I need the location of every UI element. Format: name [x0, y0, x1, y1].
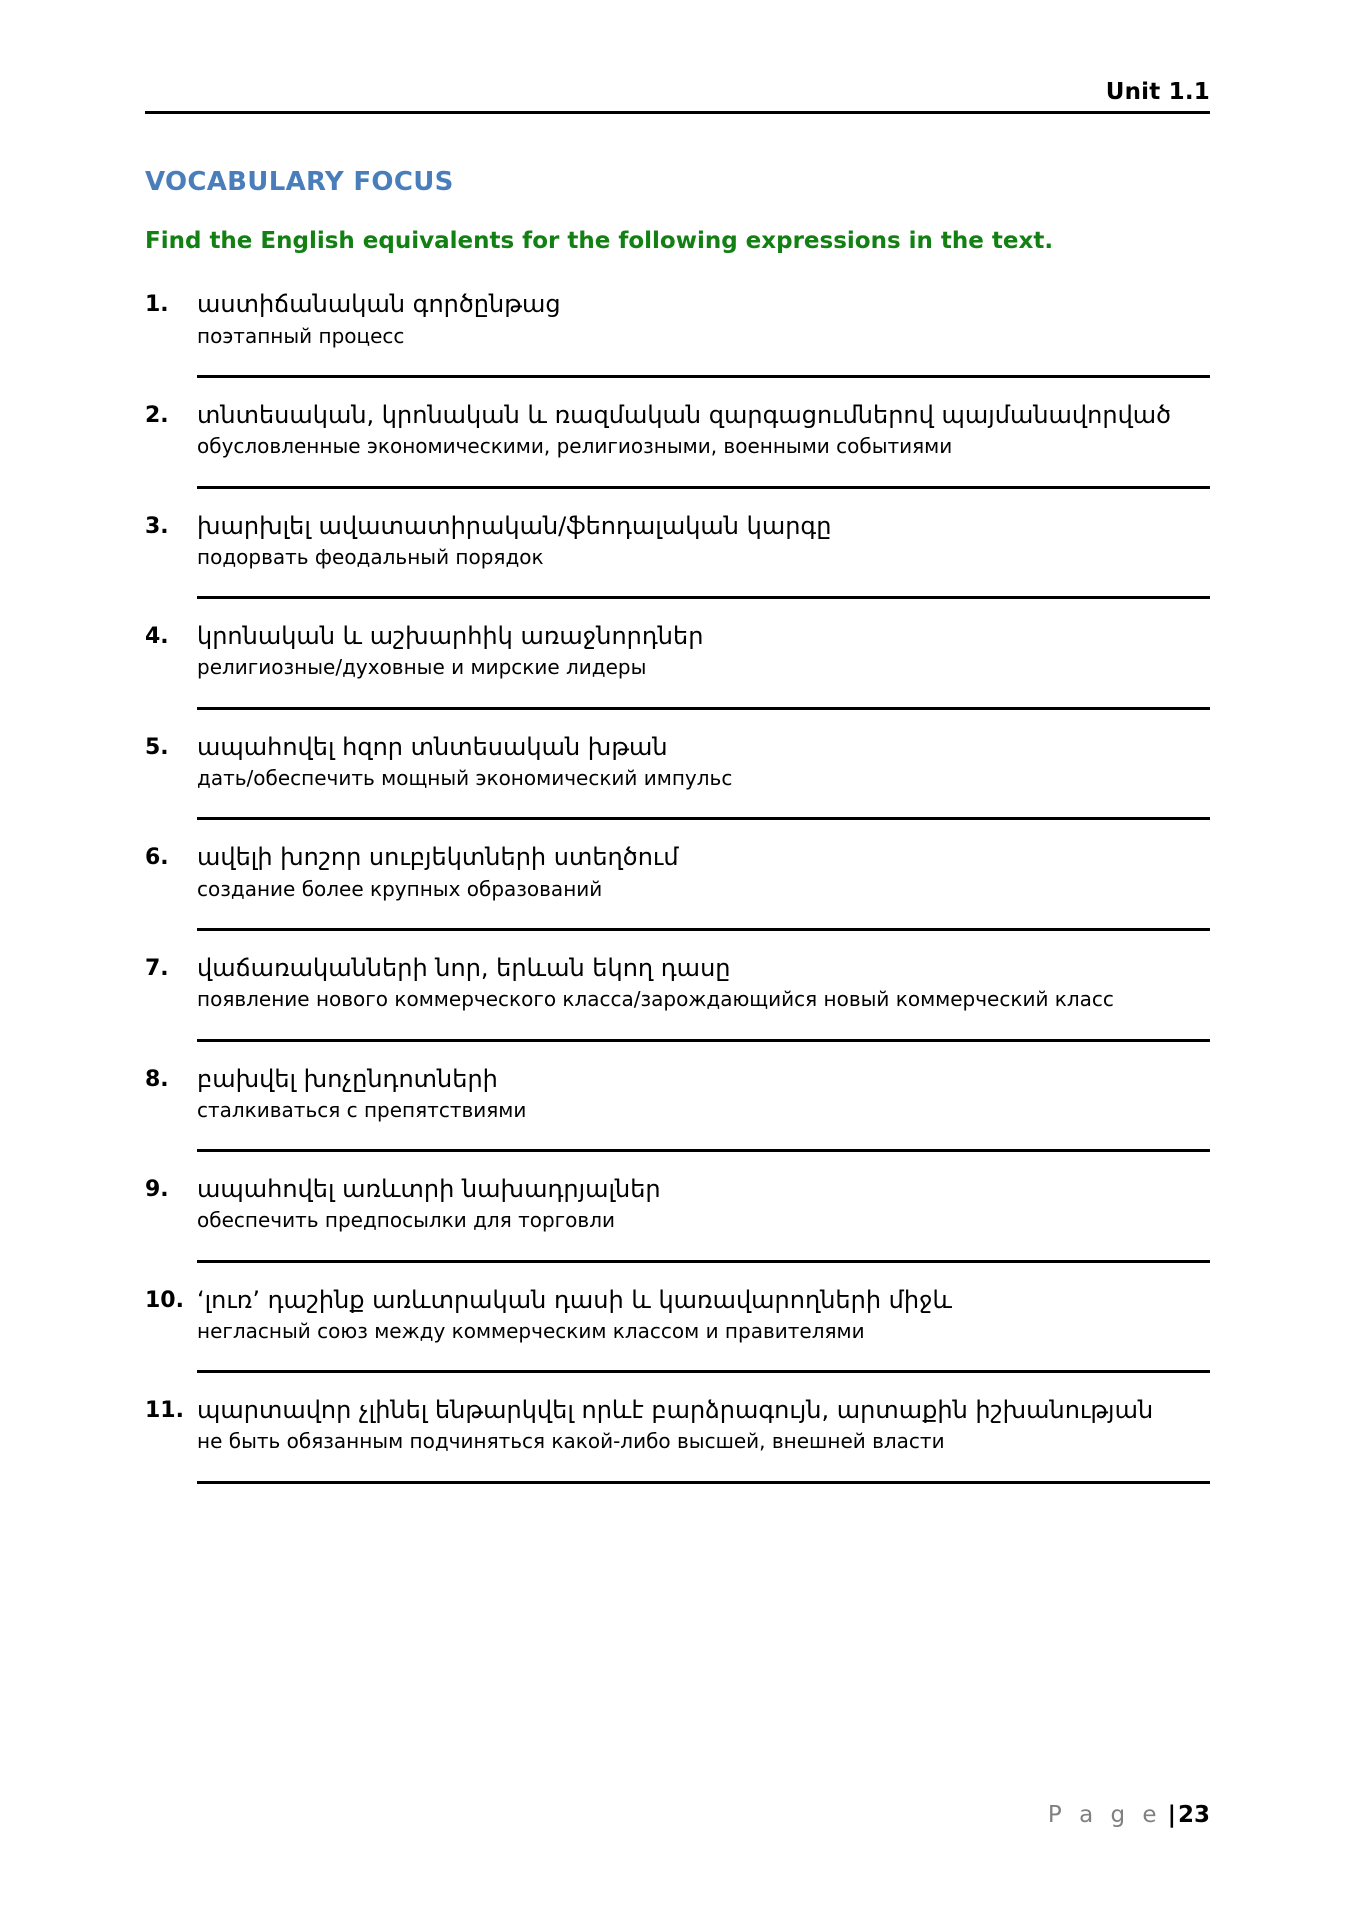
- page-content: [145, 168, 1210, 1506]
- item-translation: не быть обязанным подчиняться какой-либо высшей, внешней власти: [197, 1429, 945, 1454]
- header-divider: [145, 111, 1210, 114]
- list-item: [145, 1174, 1210, 1234]
- footer-separator: |: [1167, 1802, 1176, 1829]
- list-item: [145, 953, 1210, 1013]
- item-term: աստիճանական գործընթաց: [197, 290, 561, 319]
- item-term: վաճառականների նոր, երևան եկող դասը: [197, 953, 731, 982]
- item-translation: поэтапный процесс: [197, 323, 405, 348]
- item-translation: появление нового коммерческого класса/зарождающийся новый коммерческий класс: [197, 987, 1114, 1012]
- item-number: 2.: [145, 403, 169, 429]
- item-divider: [197, 817, 1210, 820]
- footer-page-number: 23: [1177, 1802, 1210, 1829]
- item-translation: подорвать феодальный порядок: [197, 544, 544, 569]
- item-divider: [197, 486, 1210, 489]
- item-number: 10.: [145, 1287, 184, 1313]
- item-number: 1.: [145, 292, 169, 318]
- item-number: 6.: [145, 845, 169, 871]
- list-item: [145, 511, 1210, 571]
- item-divider: [197, 928, 1210, 931]
- section-title: VOCABULARY FOCUS: [145, 167, 454, 197]
- list-item: [145, 1395, 1210, 1455]
- footer-page-word: P a g e: [1047, 1802, 1162, 1829]
- item-term: ապահովել առևտրի նախադրյալներ: [197, 1175, 661, 1204]
- item-number: 8.: [145, 1066, 169, 1092]
- item-term: տնտեսական, կրոնական և ռազմական զարգացումներով պայմանավորված: [197, 401, 1172, 430]
- item-divider: [197, 1039, 1210, 1042]
- item-number: 11.: [145, 1398, 184, 1424]
- page-header: [145, 80, 1210, 114]
- list-item: [145, 842, 1210, 902]
- vocabulary-list: [145, 289, 1210, 1483]
- item-divider: [197, 1260, 1210, 1263]
- list-item: [145, 289, 1210, 349]
- item-number: 5.: [145, 734, 169, 760]
- item-divider: [197, 1481, 1210, 1484]
- item-term: ‘լուռ’ դաշինք առևտրական դասի և կառավարողների միջև: [197, 1285, 953, 1314]
- item-translation: сталкиваться с препятствиями: [197, 1097, 527, 1122]
- item-divider: [197, 375, 1210, 378]
- item-term: ավելի խոշոր սուբյեկտների ստեղծում: [197, 843, 679, 872]
- item-translation: обеспечить предпосылки для торговли: [197, 1208, 615, 1233]
- exercise-instruction: Find the English equivalents for the following expressions in the text.: [145, 227, 1054, 254]
- item-translation: дать/обеспечить мощный экономический импульс: [197, 765, 733, 790]
- item-number: 7.: [145, 955, 169, 981]
- list-item: [145, 1064, 1210, 1124]
- item-translation: создание более крупных образований: [197, 876, 603, 901]
- list-item: [145, 621, 1210, 681]
- item-divider: [197, 1149, 1210, 1152]
- item-translation: религиозные/духовные и мирские лидеры: [197, 655, 647, 680]
- item-divider: [197, 596, 1210, 599]
- list-item: [145, 400, 1210, 460]
- list-item: [145, 732, 1210, 792]
- item-number: 4.: [145, 624, 169, 650]
- item-term: բախվել խոչընդոտների: [197, 1064, 498, 1093]
- item-term: ապահովել հզոր տնտեսական խթան: [197, 732, 668, 761]
- item-translation: обусловленные экономическими, религиозными, военными событиями: [197, 434, 953, 459]
- unit-label: Unit 1.1: [1105, 79, 1210, 105]
- item-term: պարտավոր չլինել ենթարկվել որևէ բարձրագույն, արտաքին իշխանության: [197, 1396, 1154, 1425]
- list-item: [145, 1285, 1210, 1345]
- item-term: կրոնական և աշխարհիկ առաջնորդներ: [197, 622, 704, 651]
- item-divider: [197, 707, 1210, 710]
- item-divider: [197, 1370, 1210, 1373]
- item-translation: негласный союз между коммерческим классом и правителями: [197, 1318, 865, 1343]
- item-term: խարխլել ավատատիրական/ֆեոդալական կարգը: [197, 511, 832, 540]
- item-number: 3.: [145, 513, 169, 539]
- item-number: 9.: [145, 1177, 169, 1203]
- page-footer: [145, 1802, 1210, 1830]
